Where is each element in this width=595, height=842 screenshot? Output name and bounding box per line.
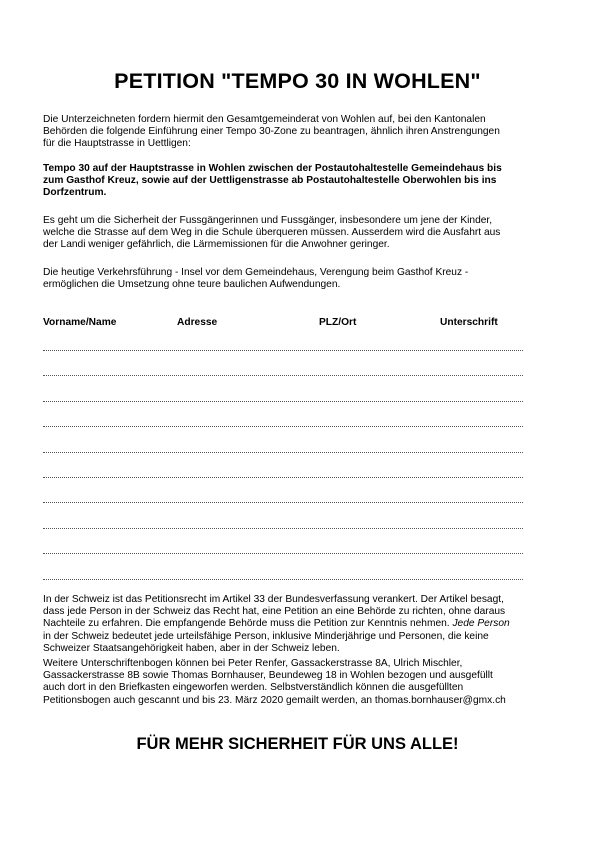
column-header-signature: Unterschrift: [440, 317, 498, 328]
intro-line: für die Hauptstrasse in Uettligen:: [43, 138, 191, 150]
safety-line: welche die Strasse auf dem Weg in die Schule überqueren müssen. Ausserdem wird die Ausfahrt aus: [43, 227, 501, 239]
intro-line: Behörden die folgende Einführung einer Tempo 30-Zone zu beantragen, ähnlich ihren Anstrengungen: [43, 126, 500, 138]
signature-line[interactable]: [43, 401, 523, 402]
contact-paragraph: [43, 658, 563, 707]
signature-line[interactable]: [43, 375, 523, 376]
intro-paragraph: [43, 114, 563, 151]
column-header-address: Adresse: [177, 317, 218, 328]
column-header-zip: PLZ/Ort: [319, 317, 357, 328]
legal-emphasis: Jede Person: [452, 618, 510, 630]
footer-slogan: FÜR MEHR SICHERHEIT FÜR UNS ALLE!: [136, 735, 459, 753]
safety-line: Es geht um die Sicherheit der Fussgängerinnen und Fussgänger, insbesondere um jene der Kinder,: [43, 215, 493, 226]
demand-line: Tempo 30 auf der Hauptstrasse in Wohlen zwischen der Postautohaltestelle Gemeindehaus bis: [43, 163, 502, 174]
contact-line: auch dort in den Briefkasten eingeworfen werden. Selbstverständlich können die ausgefüllten: [43, 682, 464, 694]
traffic-paragraph: [43, 267, 563, 291]
contact-line: Weitere Unterschriftenbogen können bei Peter Renfer, Gassackerstrasse 8A, Ulrich Mischler,: [43, 658, 463, 669]
legal-text: Nachteile zu erfahren. Die empfangende Behörde muss die Petition zur Kenntnis nehmen.: [43, 618, 453, 630]
contact-line: Gassackerstrasse 8B sowie Thomas Bornhauser, Beundeweg 18 in Wohlen bezogen und ausgefüllt: [43, 670, 493, 682]
demand-paragraph: [43, 163, 563, 200]
legal-paragraph: [43, 594, 563, 655]
legal-line: in der Schweiz bedeutet jede urteilsfähige Person, inklusive Minderjährige und Personen, die keine: [43, 630, 489, 642]
traffic-line: Die heutige Verkehrsführung - Insel vor dem Gemeindehaus, Verengung beim Gasthof Kreuz -: [43, 267, 469, 278]
traffic-line: ermöglichen die Umsetzung ohne teure baulichen Aufwendungen.: [43, 279, 341, 291]
signature-line[interactable]: [43, 426, 523, 427]
legal-line: dass jede Person in der Schweiz das Recht hat, eine Petition an eine Behörde zu richten, ohne daraus: [43, 606, 506, 618]
demand-line: Dorfzentrum.: [43, 187, 107, 199]
signature-line[interactable]: [43, 477, 523, 478]
legal-line: [43, 618, 563, 630]
signature-line[interactable]: [43, 502, 523, 503]
signature-line[interactable]: [43, 528, 523, 529]
signature-line[interactable]: [43, 579, 523, 580]
safety-paragraph: [43, 215, 563, 252]
legal-line: Schweizer Staatsangehörigkeit haben, aber in der Schweiz leben.: [43, 642, 340, 654]
signature-line[interactable]: [43, 452, 523, 453]
page-title: PETITION "TEMPO 30 IN WOHLEN": [114, 69, 481, 93]
signature-line[interactable]: [43, 350, 523, 351]
column-header-name: Vorname/Name: [43, 317, 117, 328]
legal-line: In der Schweiz ist das Petitionsrecht im Artikel 33 der Bundesverfassung verankert. Der Artikel besagt,: [43, 594, 504, 605]
demand-line: zum Gasthof Kreuz, sowie auf der Uettligenstrasse ab Postautohaltestelle Oberwohlen bis ins: [43, 175, 497, 187]
safety-line: der Landi weniger gefährlich, die Lärmemissionen für die Anwohner geringer.: [43, 239, 390, 251]
signature-line[interactable]: [43, 553, 523, 554]
intro-line: Die Unterzeichneten fordern hiermit den Gesamtgemeinderat von Wohlen auf, bei den Kantonalen: [43, 114, 486, 125]
contact-line: Petitionsbogen auch gescannt und bis 23. März 2020 gemailt werden, an thomas.bornhauser@gmx.ch: [43, 694, 506, 706]
